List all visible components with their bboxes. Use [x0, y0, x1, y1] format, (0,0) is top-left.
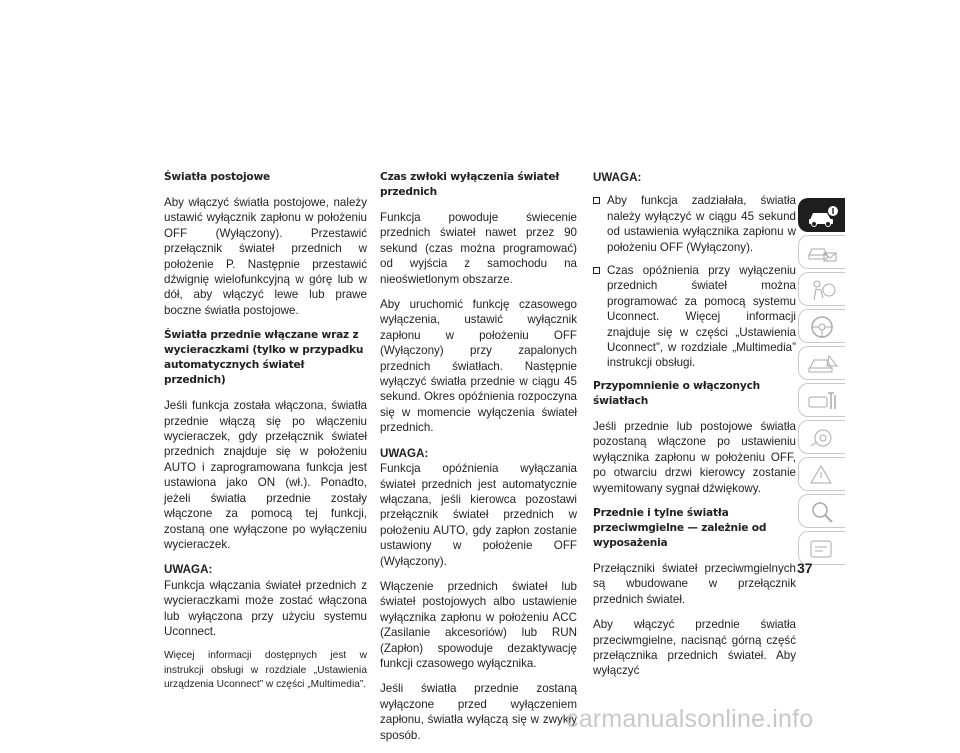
- tab-driving[interactable]: [798, 309, 845, 343]
- car-mail-icon: [807, 241, 839, 265]
- magnifier-icon: [807, 500, 839, 524]
- paragraph: Aby uruchomić funkcję czasowego wyłączenia, ustawić wyłącznik zapłonu w położeniu OFF (Wyłączony) przy zapalonych przednich światłach. Następnie wyłączyć światła przednie w ciągu 45 sekund. Okres opóźnienia rozpoczyna się w momencie wyłączenia świateł przednich.: [380, 298, 577, 435]
- tab-emergency[interactable]: [798, 346, 845, 380]
- tab-dashboard[interactable]: [798, 235, 845, 269]
- warning-car-icon: [807, 463, 839, 487]
- note-label: UWAGA:: [593, 171, 642, 184]
- tab-index[interactable]: [798, 494, 845, 528]
- tab-technical[interactable]: [798, 420, 845, 454]
- chapter-tabs: [798, 198, 845, 568]
- checkbox-bullet-icon: [593, 267, 600, 274]
- watermark: carmanualsonline.info: [566, 705, 814, 733]
- car-service-icon: [807, 389, 839, 413]
- page-number: 37: [797, 560, 813, 576]
- heading-fog-lights: Przednie i tylne światła przeciwmgielne — zależnie od wyposażenia: [593, 506, 767, 549]
- paragraph: Aby włączyć przednie światła przeciwmgielne, nacisnąć górną część przełącznika przednich świateł. Aby wyłączyć: [593, 618, 796, 678]
- bullet-text: Aby funkcja zadziałała, światła należy wyłączyć w ciągu 45 sekund od ustawienia wyłącznika zapłonu w położeniu OFF (Wyłączony).: [607, 194, 796, 254]
- heading-headlight-delay: Czas zwłoki wyłączenia świateł przednich: [380, 171, 560, 198]
- car-info-icon: [807, 204, 839, 228]
- airbag-icon: [807, 278, 839, 302]
- paragraph: Jeśli przednie lub postojowe światła pozostaną włączone po ustawieniu wyłącznika zapłonu w położeniu OFF, po otwarciu drzwi kierowcy zostanie wyemitowany sygnał dźwiękowy.: [593, 419, 796, 495]
- tab-warnings[interactable]: [798, 457, 845, 491]
- tab-getting-to-know[interactable]: [798, 198, 845, 232]
- steering-wheel-icon: [807, 315, 839, 339]
- heading-lights-reminder: Przypomnienie o włączonych światłach: [593, 379, 760, 407]
- heading-parking-lights: Światła postojowe: [164, 171, 271, 183]
- paragraph: Funkcja powoduje świecenie przednich świateł nawet przez 90 sekund (czas można programować) od wyjścia z samochodu na nieoświetlonym obszarze.: [380, 211, 577, 286]
- car-tools-icon: [807, 426, 839, 450]
- bullet-item: [593, 193, 796, 255]
- bullet-item: [593, 263, 796, 371]
- checkbox-bullet-icon: [593, 197, 600, 204]
- multimedia-icon: [807, 537, 839, 561]
- paragraph: Przełączniki świateł przeciwmgielnych są wbudowane w przełącznik przednich świateł.: [593, 561, 796, 606]
- note-text: Funkcja opóźnienia wyłączania świateł przednich jest automatycznie włączana, jeśli kierowca pozostawi przełącznik świateł przednich w położeniu AUTO, gdy zapłon zostanie ustawiony w położenie OFF (Wyłączony).: [380, 462, 577, 568]
- paragraph: Włączenie przednich świateł lub świateł postojowych albo ustawienie wyłącznika zapłonu w położeniu ACC (Zasilanie akcesoriów) lub RUN (Zapłon) spowoduje dezaktywację funkcji czasowego wyłącznika.: [380, 579, 577, 670]
- heading-wiper-lights: Światła przednie włączane wraz z wycieraczkami (tylko w przypadku automatycznych świateł przednich): [164, 329, 364, 387]
- note-label: UWAGA:: [380, 446, 429, 460]
- note-label: UWAGA:: [164, 563, 213, 577]
- tab-servicing[interactable]: [798, 383, 845, 417]
- middle-column: [380, 170, 577, 753]
- tab-safety[interactable]: [798, 272, 845, 306]
- car-crash-icon: [807, 352, 839, 376]
- note-text: Funkcja włączania świateł przednich z wycieraczkami może zostać włączona lub wyłączona przy użyciu systemu Uconnect.: [164, 578, 367, 638]
- paragraph: Jeśli funkcja została włączona, światła przednie włączą się po włączeniu wycieraczek, gdy przełącznik świateł przednich znajduje się w położeniu AUTO i zaprogramowana funkcja jest ustawiona jako ON (wł.). Ponadto, jeżeli światła przednie zostały włączone za pomocą tej funkcji, zostaną one wyłączone po wyłączeniu wycieraczek.: [164, 399, 367, 551]
- left-column: [164, 170, 367, 702]
- reference-note: Więcej informacji dostępnych jest w instrukcji obsługi w rozdziale „Ustawienia urządzenia Uconnect” w części „Multimedia”.: [164, 650, 367, 690]
- paragraph: Aby włączyć światła postojowe, należy ustawić wyłącznik zapłonu w położeniu OFF (Wyłączony). Przestawić przełącznik świateł przednich w położenie P. Następnie przestawić dźwignię wielofunkcyjną w górę lub w dół, aby włączyć lewe lub prawe boczne światła postojowe.: [164, 196, 367, 317]
- bullet-text: Czas opóźnienia przy wyłączeniu przednich świateł można programować za pomocą systemu Uconnect. Więcej informacji znajduje się w części „Ustawienia Uconnect”, w rozdziale „Multimedia” instrukcji obsługi.: [607, 264, 796, 370]
- paragraph: Jeśli światła przednie zostaną wyłączone przed wyłączeniem zapłonu, światła wyłączą się w zwykły sposób.: [380, 682, 577, 742]
- right-column: [593, 170, 796, 689]
